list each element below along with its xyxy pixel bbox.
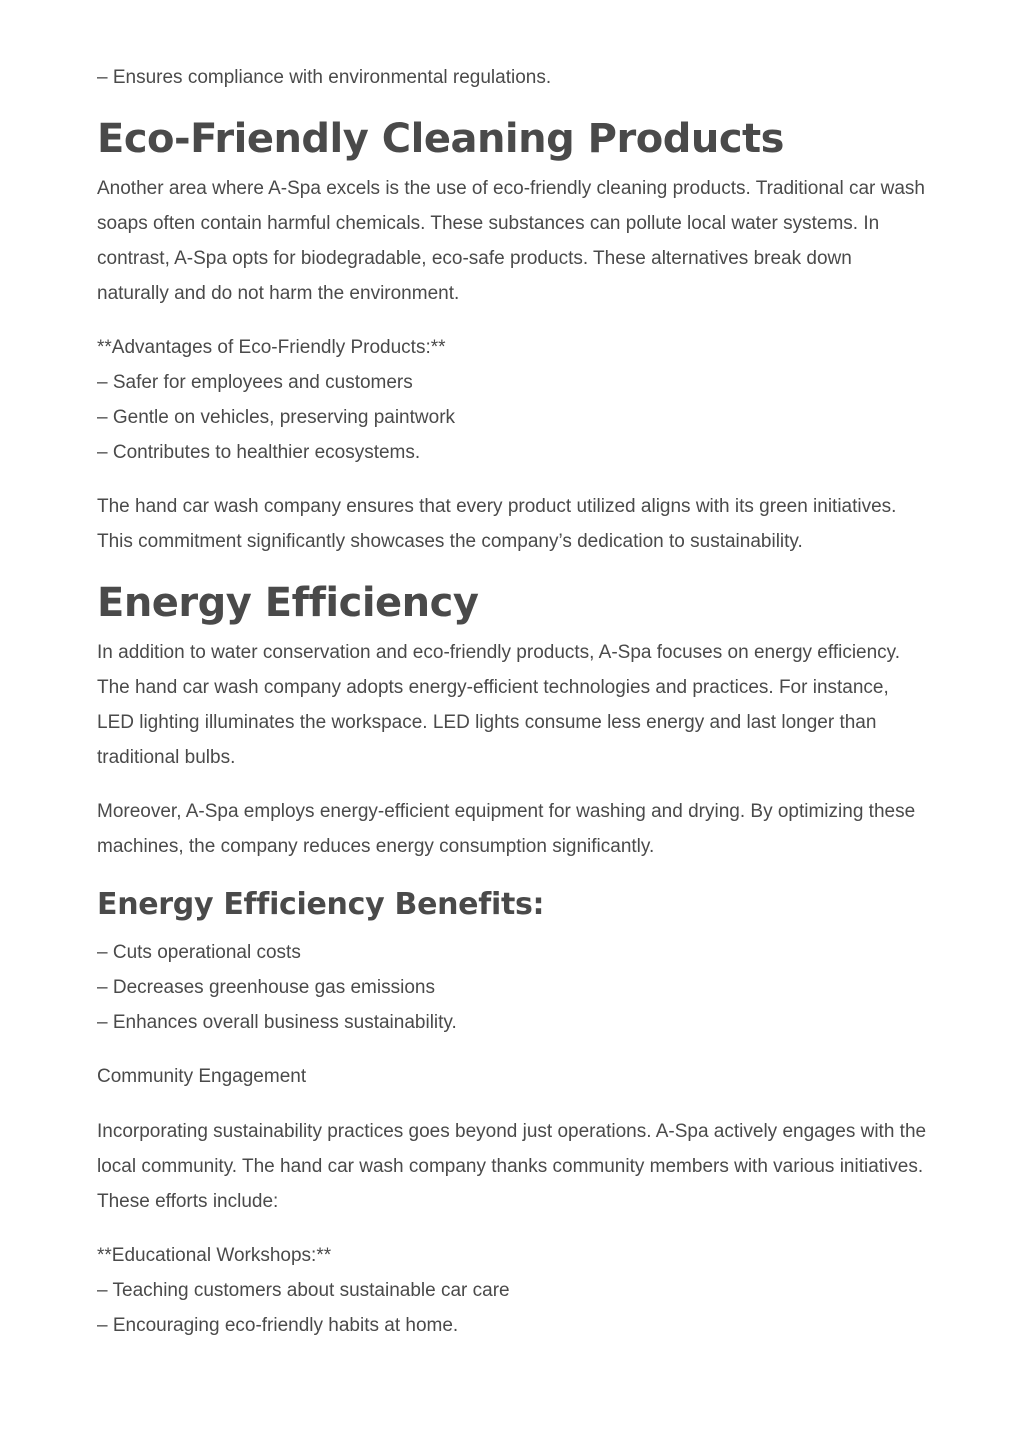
community-paragraph: Incorporating sustainability practices goes beyond just operations. A-Spa actively engages with the local community. The hand car wash company thanks community members with various initiatives. These efforts include: — [97, 1121, 927, 1212]
energy-paragraph-2: Moreover, A-Spa employs energy-efficient equipment for washing and drying. By optimizing these machines, the company reduces energy consumption significantly. — [97, 801, 916, 857]
intro-line: – Ensures compliance with environmental regulations. — [97, 67, 552, 88]
list-item: – Contributes to healthier ecosystems. — [97, 442, 421, 463]
eco-advantages-list — [97, 330, 927, 470]
eco-advantages-title: **Advantages of Eco-Friendly Products:** — [97, 337, 446, 358]
workshops-title: **Educational Workshops:** — [97, 1245, 332, 1266]
list-item: – Decreases greenhouse gas emissions — [97, 977, 435, 998]
list-item: – Cuts operational costs — [97, 942, 301, 963]
eco-closing-paragraph: The hand car wash company ensures that every product utilized aligns with its green initiatives. This commitment significantly showcases the company’s dedication to sustainability. — [97, 496, 897, 552]
community-engagement-title: Community Engagement — [97, 1066, 307, 1087]
eco-products-heading: Eco-Friendly Cleaning Products — [97, 116, 784, 162]
energy-efficiency-heading: Energy Efficiency — [97, 580, 479, 626]
list-item: – Safer for employees and customers — [97, 372, 413, 393]
energy-benefits-list — [97, 935, 927, 1040]
energy-paragraph-1: In addition to water conservation and eco-friendly products, A-Spa focuses on energy efficiency. The hand car wash company adopts energy-efficient technologies and practices. For instance, LED lighting illuminates the workspace. LED lights consume less energy and last longer than traditional bulbs. — [97, 642, 901, 768]
energy-benefits-heading: Energy Efficiency Benefits: — [97, 887, 545, 922]
educational-workshops-list — [97, 1238, 927, 1343]
eco-products-paragraph: Another area where A-Spa excels is the use of eco-friendly cleaning products. Traditional car wash soaps often contain harmful chemicals. These substances can pollute local water systems. In contrast, A-Spa opts for biodegradable, eco-safe products. These alternatives break down naturally and do not harm the environment. — [97, 178, 926, 304]
list-item: – Teaching customers about sustainable car care — [97, 1280, 510, 1301]
list-item: – Gentle on vehicles, preserving paintwork — [97, 407, 456, 428]
list-item: – Encouraging eco-friendly habits at home. — [97, 1315, 459, 1336]
list-item: – Enhances overall business sustainability. — [97, 1012, 457, 1033]
